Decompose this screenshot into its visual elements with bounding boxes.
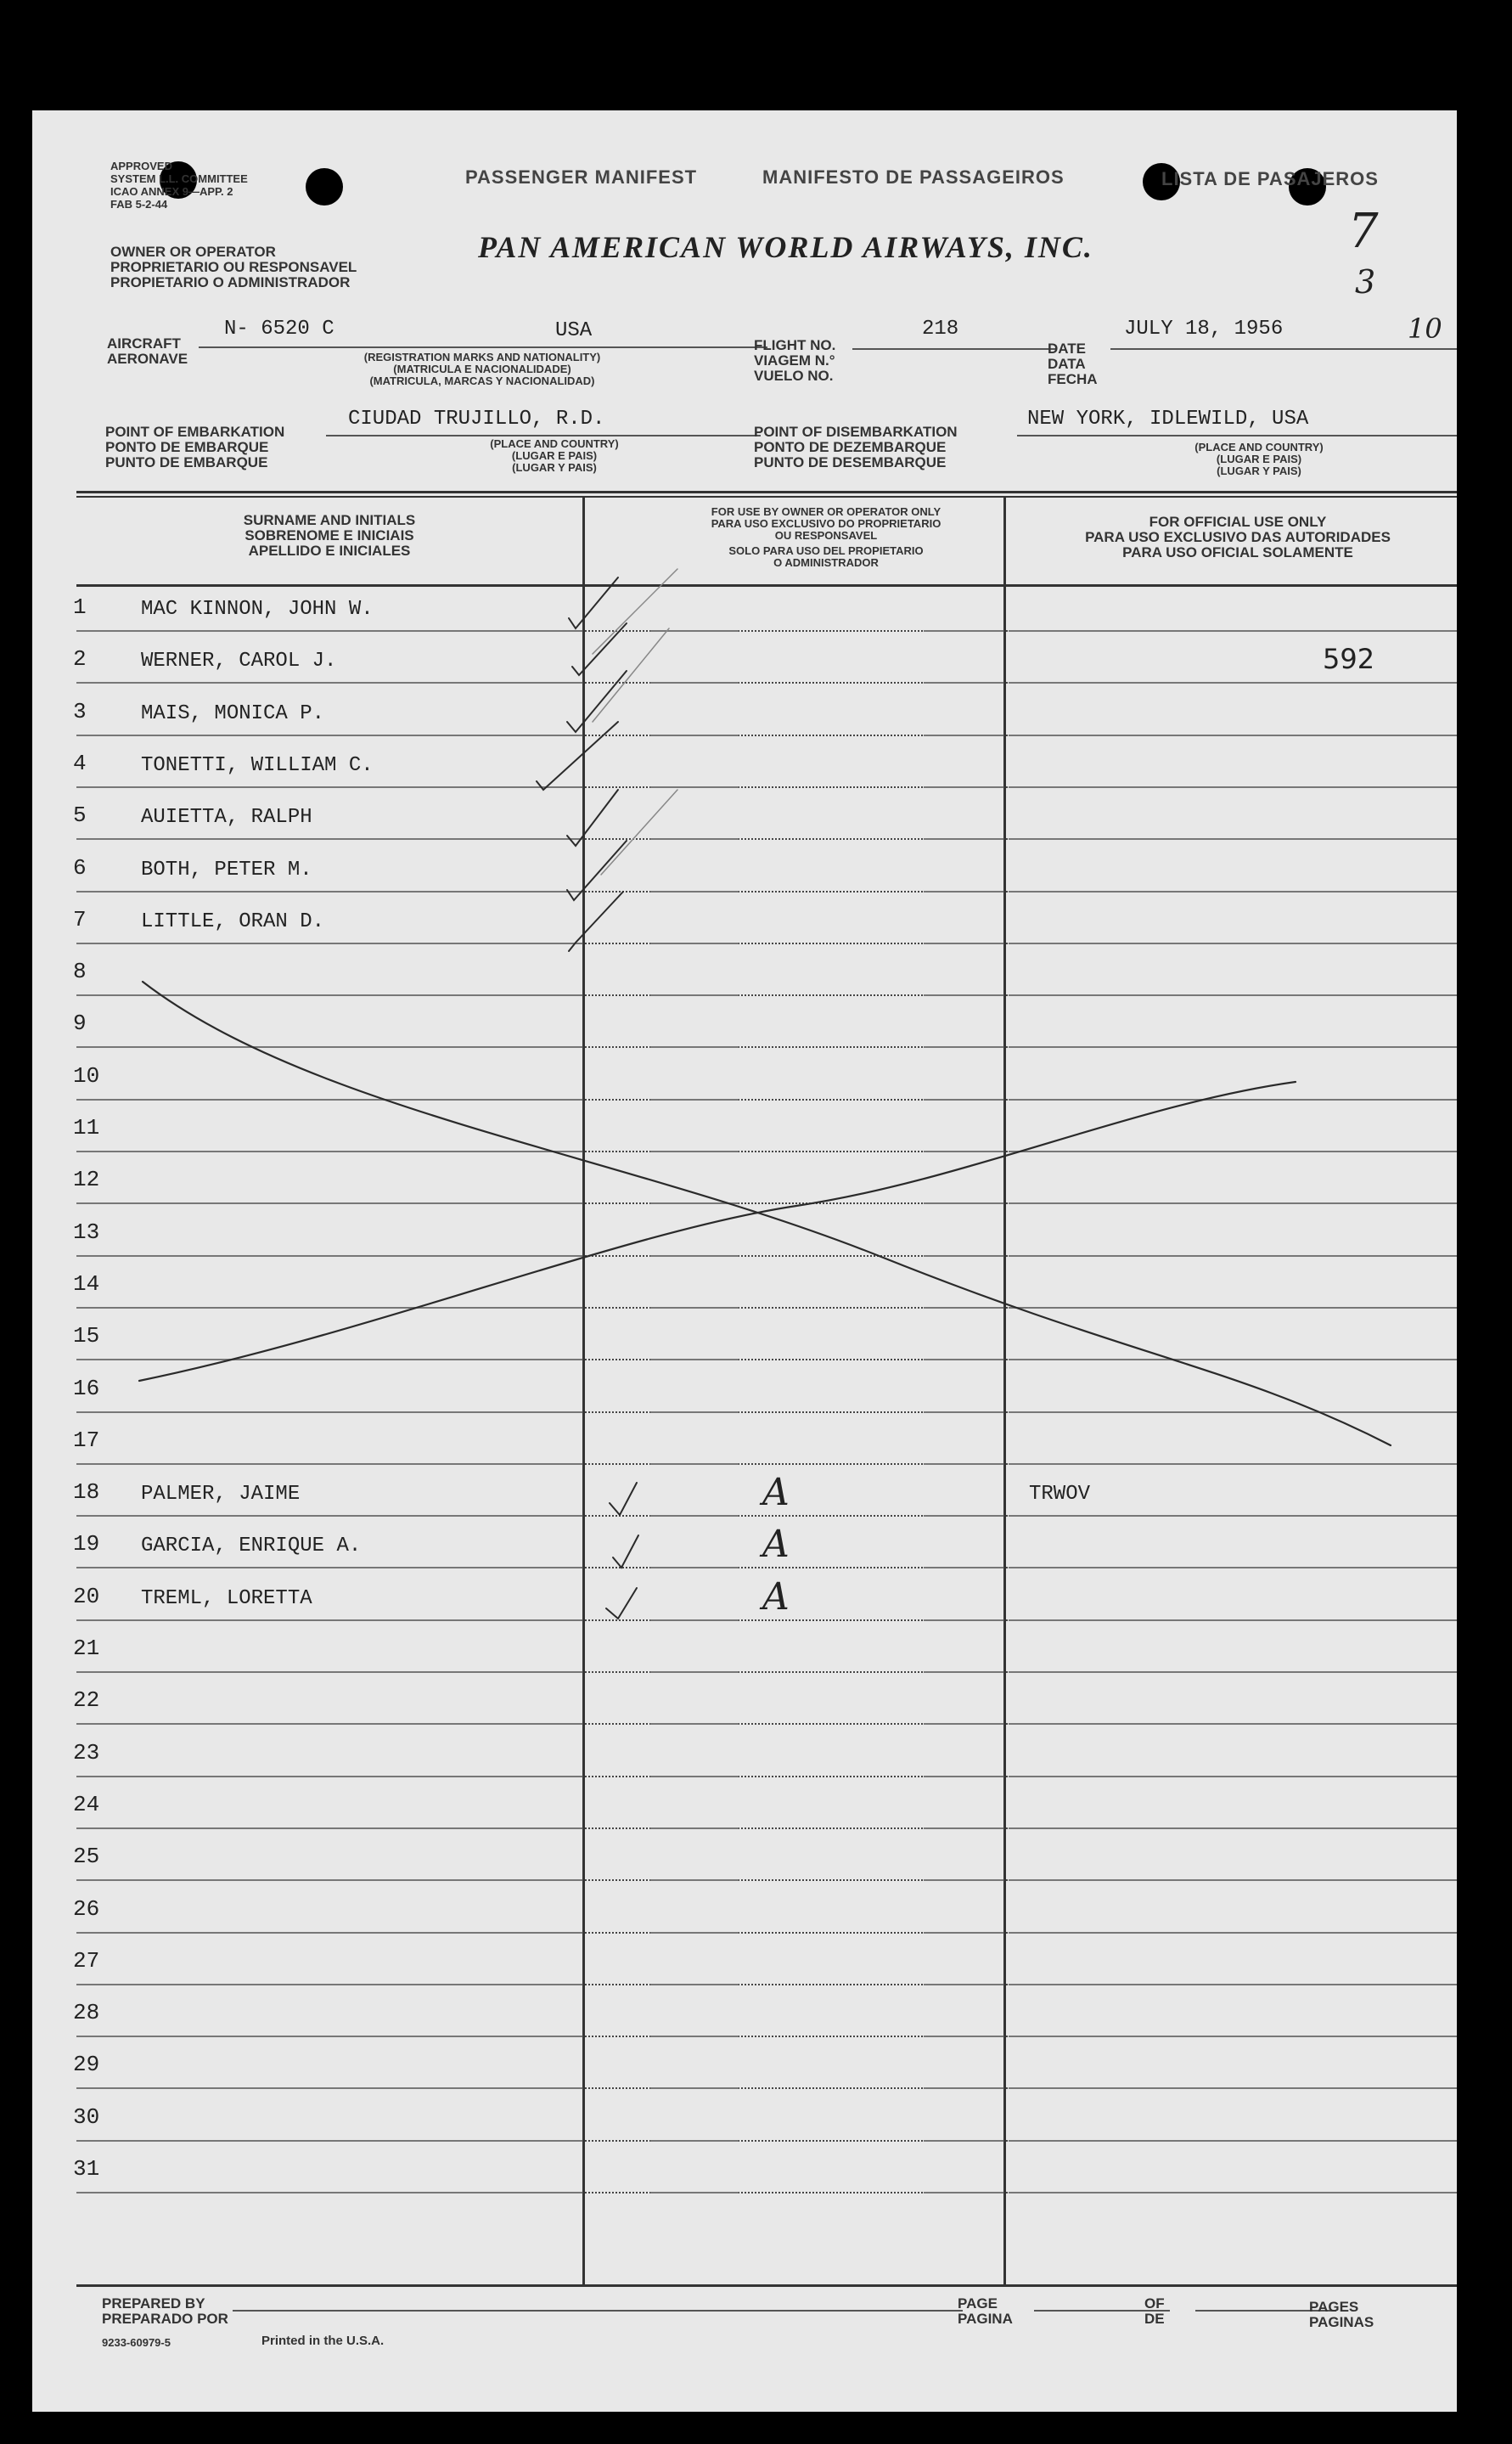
flight-label: FLIGHT NO. <box>754 337 836 353</box>
row-line-segment <box>76 1671 582 1673</box>
row-number: 8 <box>73 959 87 984</box>
passenger-name: MAIS, MONICA P. <box>141 702 325 725</box>
row-line-segment <box>1009 994 1457 996</box>
row-line-segment <box>1009 1619 1457 1621</box>
row-line-segment <box>924 2087 1003 2089</box>
passenger-name: GARCIA, ENRIQUE A. <box>141 1535 362 1557</box>
column-divider <box>582 498 585 2284</box>
row-line-segment <box>1009 1671 1457 1673</box>
approval-line: SYSTEM L.L. COMMITTEE <box>110 172 248 185</box>
row-line-segment <box>1009 1202 1457 1204</box>
pencil-stroke <box>593 569 677 654</box>
row-number: 21 <box>73 1636 100 1661</box>
row-line-segment <box>1009 1515 1457 1517</box>
row-line-segment <box>924 1827 1003 1829</box>
row-line-segment <box>924 1984 1003 1985</box>
column-header-line: FOR USE BY OWNER OR OPERATOR ONLY <box>711 505 941 518</box>
row-line-segment <box>924 2192 1003 2193</box>
row-number: 4 <box>73 751 87 776</box>
pencil-stroke <box>593 628 669 722</box>
title-english: PASSENGER MANIFEST <box>465 166 698 188</box>
prepared-label: PREPARADO POR <box>102 2311 228 2327</box>
row-line-segment <box>924 1567 1003 1568</box>
row-line-segment <box>76 1151 582 1152</box>
manifest-sheet <box>32 110 1457 2412</box>
row-line-segment <box>76 2036 582 2037</box>
row-line-segment <box>76 1359 582 1360</box>
row-line-segment <box>76 891 582 893</box>
column-header-line: PARA USO EXCLUSIVO DO PROPRIETARIO <box>711 517 941 530</box>
embarkation-sublabel: (LUGAR E PAIS) <box>511 449 598 462</box>
title-portuguese: MANIFESTO DE PASSAGEIROS <box>762 166 1065 188</box>
row-line-segment <box>76 1463 582 1465</box>
row-line-segment <box>1009 1984 1457 1985</box>
disembarkation-sublabel: (LUGAR E PAIS) <box>1216 453 1302 465</box>
flight-labels <box>754 338 835 384</box>
check-mark <box>610 1483 637 1515</box>
row-line-segment <box>650 630 739 632</box>
row-number: 9 <box>73 1011 87 1036</box>
passenger-name: AUIETTA, RALPH <box>141 806 312 829</box>
row-line-segment <box>1009 1307 1457 1309</box>
cross-stroke <box>143 982 1391 1445</box>
page-labels <box>958 2296 1013 2327</box>
row-line-segment <box>924 1932 1003 1934</box>
row-number: 10 <box>73 1063 100 1089</box>
row-line-segment <box>76 1932 582 1934</box>
aircraft-registration: N- 6520 C <box>224 318 334 341</box>
row-line-segment <box>650 2140 739 2142</box>
row-number: 7 <box>73 907 87 932</box>
row-number: 16 <box>73 1376 100 1401</box>
passenger-name: LITTLE, ORAN D. <box>141 910 325 933</box>
row-line-segment <box>924 1307 1003 1309</box>
row-line-segment <box>1009 1151 1457 1152</box>
disembarkation-label: PUNTO DE DESEMBARQUE <box>754 454 947 470</box>
row-line-segment <box>650 1046 739 1048</box>
cross-stroke <box>139 1082 1296 1381</box>
row-line-segment <box>76 682 582 684</box>
owner-label: PROPIETARIO O ADMINISTRADOR <box>110 274 351 290</box>
passenger-name: WERNER, CAROL J. <box>141 650 337 673</box>
row-line-segment <box>76 786 582 788</box>
row-number: 13 <box>73 1219 100 1245</box>
column-header-operator <box>618 506 1034 569</box>
check-mark <box>613 1535 638 1568</box>
row-line-segment <box>1009 838 1457 840</box>
official-entry: 592 <box>1323 643 1375 675</box>
row-number: 14 <box>73 1271 100 1297</box>
column-header-line: PARA USO OFICIAL SOLAMENTE <box>1122 544 1353 560</box>
corner-handwriting-2: 3 <box>1355 263 1376 301</box>
approval-line: ICAO ANNEX 9—APP. 2 <box>110 185 233 198</box>
row-line-segment <box>1009 1567 1457 1568</box>
row-line-segment <box>1009 2087 1457 2089</box>
row-line-segment <box>1009 1723 1457 1725</box>
aircraft-labels <box>107 336 188 367</box>
row-number: 23 <box>73 1740 100 1765</box>
passenger-name: MAC KINNON, JOHN W. <box>141 598 374 621</box>
row-line-segment <box>76 838 582 840</box>
row-number: 27 <box>73 1948 100 1974</box>
row-line-segment <box>1009 1255 1457 1257</box>
row-line-segment <box>650 2087 739 2089</box>
row-line-segment <box>924 735 1003 736</box>
row-line-segment <box>924 786 1003 788</box>
row-line-segment <box>650 1359 739 1360</box>
row-line-segment <box>924 994 1003 996</box>
pages-labels <box>1309 2300 1374 2330</box>
row-number: 18 <box>73 1479 100 1505</box>
of-label: OF <box>1144 2295 1165 2312</box>
of-labels <box>1144 2296 1165 2327</box>
column-header-line: SOLO PARA USO DEL PROPIETARIO <box>728 544 924 557</box>
disembarkation-label: PONTO DE DEZEMBARQUE <box>754 439 947 455</box>
disembarkation-place: NEW YORK, IDLEWILD, USA <box>1027 408 1309 431</box>
column-header-names <box>160 513 499 559</box>
row-line-segment <box>924 1879 1003 1881</box>
disembarkation-labels <box>754 425 958 470</box>
row-number: 31 <box>73 2156 100 2182</box>
row-number: 26 <box>73 1896 100 1922</box>
row-line-segment <box>76 1046 582 1048</box>
row-line-segment <box>650 943 739 944</box>
row-line-segment <box>924 1359 1003 1360</box>
row-line-segment <box>650 838 739 840</box>
row-number: 1 <box>73 594 87 620</box>
flight-label: VUELO NO. <box>754 368 834 384</box>
row-number: 6 <box>73 855 87 881</box>
prepared-labels <box>102 2296 228 2327</box>
row-line-segment <box>76 630 582 632</box>
corner-handwriting-3: 10 <box>1408 313 1442 345</box>
row-line-segment <box>1009 682 1457 684</box>
row-number: 29 <box>73 2052 100 2077</box>
column-header-line: OU RESPONSAVEL <box>774 529 878 542</box>
aircraft-sublabels <box>295 352 669 387</box>
date-label: FECHA <box>1048 371 1098 387</box>
row-line-segment <box>1009 1359 1457 1360</box>
row-line-segment <box>650 1619 739 1621</box>
column-header-line: SURNAME AND INITIALS <box>243 512 416 528</box>
row-line-segment <box>1009 1932 1457 1934</box>
row-line-segment <box>1009 1463 1457 1465</box>
aircraft-label: AERONAVE <box>107 351 188 367</box>
row-line-segment <box>650 1463 739 1465</box>
date-label: DATE <box>1048 341 1087 357</box>
embarkation-sublabel: (PLACE AND COUNTRY) <box>490 437 619 450</box>
embarkation-sublabel: (LUGAR Y PAIS) <box>512 461 597 474</box>
corner-handwriting-1: 7 <box>1348 204 1379 259</box>
column-header-line: FOR OFFICIAL USE ONLY <box>1149 514 1327 530</box>
row-number: 2 <box>73 646 87 672</box>
row-number: 17 <box>73 1428 100 1453</box>
row-line-segment <box>650 2192 739 2193</box>
row-line-segment <box>924 1723 1003 1725</box>
row-line-segment <box>650 1984 739 1985</box>
disembarkation-sublabel: (LUGAR Y PAIS) <box>1217 465 1301 477</box>
row-line-segment <box>924 1411 1003 1413</box>
row-line-segment <box>76 943 582 944</box>
row-line-segment <box>76 1307 582 1309</box>
row-line-segment <box>650 682 739 684</box>
pencil-stroke <box>601 790 677 875</box>
company-name: PAN AMERICAN WORLD AIRWAYS, INC. <box>478 230 1093 264</box>
date-label: DATA <box>1048 356 1086 372</box>
row-line-segment <box>76 1099 582 1101</box>
aircraft-sublabel: (MATRICULA, MARCAS Y NACIONALIDAD) <box>369 374 595 387</box>
owner-label: OWNER OR OPERATOR <box>110 244 276 260</box>
row-line-segment <box>1009 1879 1457 1881</box>
row-line-segment <box>76 994 582 996</box>
column-header-line: O ADMINISTRADOR <box>773 556 879 569</box>
row-line-segment <box>1009 735 1457 736</box>
row-line-segment <box>650 1202 739 1204</box>
row-line-segment <box>650 994 739 996</box>
check-mark <box>606 1588 637 1619</box>
operator-mark: A <box>762 1523 790 1566</box>
row-number: 5 <box>73 802 87 828</box>
passenger-name: TREML, LORETTA <box>141 1587 312 1610</box>
operator-mark: A <box>762 1575 790 1619</box>
column-header-line: APELLIDO E INICIALES <box>248 543 411 559</box>
row-line-segment <box>1009 1411 1457 1413</box>
row-line-segment <box>924 1671 1003 1673</box>
owner-label: PROPRIETARIO OU RESPONSAVEL <box>110 259 357 275</box>
aircraft-sublabel: (REGISTRATION MARKS AND NATIONALITY) <box>363 351 601 363</box>
row-line-segment <box>1009 943 1457 944</box>
row-line-segment <box>924 1151 1003 1152</box>
embarkation-place: CIUDAD TRUJILLO, R.D. <box>348 408 605 431</box>
date-labels <box>1048 341 1098 387</box>
row-line-segment <box>650 1776 739 1777</box>
row-number: 3 <box>73 699 87 724</box>
row-line-segment <box>924 682 1003 684</box>
row-line-segment <box>924 943 1003 944</box>
row-line-segment <box>1009 2036 1457 2037</box>
form-number: 9233-60979-5 <box>102 2336 171 2349</box>
row-line-segment <box>76 1411 582 1413</box>
operator-mark: A <box>762 1471 790 1514</box>
row-line-segment <box>924 1776 1003 1777</box>
row-line-segment <box>650 1515 739 1517</box>
row-line-segment <box>924 2036 1003 2037</box>
page-label: PAGE <box>958 2295 998 2312</box>
row-line-segment <box>76 1879 582 1881</box>
row-number: 15 <box>73 1323 100 1349</box>
embarkation-label: PONTO DE EMBARQUE <box>105 439 269 455</box>
row-line-segment <box>650 1099 739 1101</box>
disembarkation-sublabels <box>1136 442 1382 477</box>
row-number: 25 <box>73 1844 100 1869</box>
printed-note: Printed in the U.S.A. <box>261 2334 385 2348</box>
row-number: 24 <box>73 1792 100 1817</box>
passenger-name: BOTH, PETER M. <box>141 859 312 881</box>
row-line-segment <box>650 2036 739 2037</box>
pages-label: PAGINAS <box>1309 2314 1374 2330</box>
row-line-segment <box>650 786 739 788</box>
row-line-segment <box>924 1619 1003 1621</box>
disembarkation-label: POINT OF DISEMBARKATION <box>754 424 958 440</box>
prepared-label: PREPARED BY <box>102 2295 205 2312</box>
row-line-segment <box>1009 1827 1457 1829</box>
row-number: 19 <box>73 1531 100 1557</box>
row-number: 30 <box>73 2104 100 2130</box>
row-line-segment <box>76 1202 582 1204</box>
row-number: 22 <box>73 1687 100 1713</box>
row-line-segment <box>924 1099 1003 1101</box>
row-line-segment <box>76 1255 582 1257</box>
row-line-segment <box>76 1619 582 1621</box>
row-line-segment <box>1009 1099 1457 1101</box>
aircraft-nationality: USA <box>555 319 593 342</box>
check-mark <box>567 671 627 732</box>
passenger-name: PALMER, JAIME <box>141 1483 301 1506</box>
row-line-segment <box>76 1776 582 1777</box>
flight-label: VIAGEM N.° <box>754 352 835 369</box>
flight-number: 218 <box>922 318 959 341</box>
column-header-line: SOBRENOME E INICIAIS <box>245 527 414 543</box>
row-number: 28 <box>73 2000 100 2025</box>
page-label: PAGINA <box>958 2311 1013 2327</box>
row-line-segment <box>76 2087 582 2089</box>
row-line-segment <box>76 1723 582 1725</box>
row-line-segment <box>924 2140 1003 2142</box>
row-line-segment <box>76 1567 582 1568</box>
flight-date: JULY 18, 1956 <box>1124 318 1284 341</box>
column-header-official <box>1034 515 1442 560</box>
aircraft-sublabel: (MATRICULA E NACIONALIDADE) <box>393 363 571 375</box>
embarkation-label: POINT OF EMBARKATION <box>105 424 285 440</box>
official-entry: TRWOV <box>1029 1483 1091 1506</box>
row-line-segment <box>924 1046 1003 1048</box>
embarkation-sublabels <box>431 438 677 474</box>
row-line-segment <box>1009 630 1457 632</box>
passenger-name: TONETTI, WILLIAM C. <box>141 754 374 777</box>
row-line-segment <box>650 1879 739 1881</box>
row-number: 20 <box>73 1584 100 1609</box>
row-number: 12 <box>73 1167 100 1192</box>
row-line-segment <box>924 1515 1003 1517</box>
title-spanish: LISTA DE PASAJEROS <box>1161 168 1379 189</box>
row-line-segment <box>650 735 739 736</box>
column-divider <box>1003 498 1006 2284</box>
disembarkation-sublabel: (PLACE AND COUNTRY) <box>1194 441 1324 453</box>
row-line-segment <box>924 838 1003 840</box>
row-line-segment <box>650 1567 739 1568</box>
check-mark <box>537 722 618 790</box>
row-line-segment <box>650 1671 739 1673</box>
row-line-segment <box>924 1463 1003 1465</box>
row-line-segment <box>650 1255 739 1257</box>
row-line-segment <box>76 1827 582 1829</box>
of-label: DE <box>1144 2311 1165 2327</box>
row-line-segment <box>1009 1776 1457 1777</box>
row-line-segment <box>76 2140 582 2142</box>
row-line-segment <box>924 1255 1003 1257</box>
pages-label: PAGES <box>1309 2299 1359 2315</box>
row-line-segment <box>650 1307 739 1309</box>
row-line-segment <box>76 735 582 736</box>
row-line-segment <box>650 891 739 893</box>
row-line-segment <box>1009 891 1457 893</box>
row-line-segment <box>650 1932 739 1934</box>
row-number: 11 <box>73 1115 100 1140</box>
row-line-segment <box>76 1984 582 1985</box>
punch-hole <box>306 168 343 206</box>
row-line-segment <box>650 1723 739 1725</box>
row-line-segment <box>650 1151 739 1152</box>
column-header-line: PARA USO EXCLUSIVO DAS AUTORIDADES <box>1085 529 1391 545</box>
embarkation-labels <box>105 425 284 470</box>
row-line-segment <box>924 630 1003 632</box>
owner-labels <box>110 245 357 290</box>
approval-line: FAB 5-2-44 <box>110 198 168 211</box>
row-line-segment <box>76 1515 582 1517</box>
row-line-segment <box>1009 1046 1457 1048</box>
row-line-segment <box>1009 2140 1457 2142</box>
row-line-segment <box>1009 786 1457 788</box>
embarkation-label: PUNTO DE EMBARQUE <box>105 454 268 470</box>
approval-block <box>110 160 248 211</box>
row-line-segment <box>76 2192 582 2193</box>
aircraft-label: AIRCRAFT <box>107 335 181 352</box>
row-line-segment <box>1009 2192 1457 2193</box>
row-line-segment <box>924 1202 1003 1204</box>
row-line-segment <box>650 1411 739 1413</box>
row-line-segment <box>924 891 1003 893</box>
row-line-segment <box>650 1827 739 1829</box>
approval-line: APPROVED <box>110 160 172 172</box>
